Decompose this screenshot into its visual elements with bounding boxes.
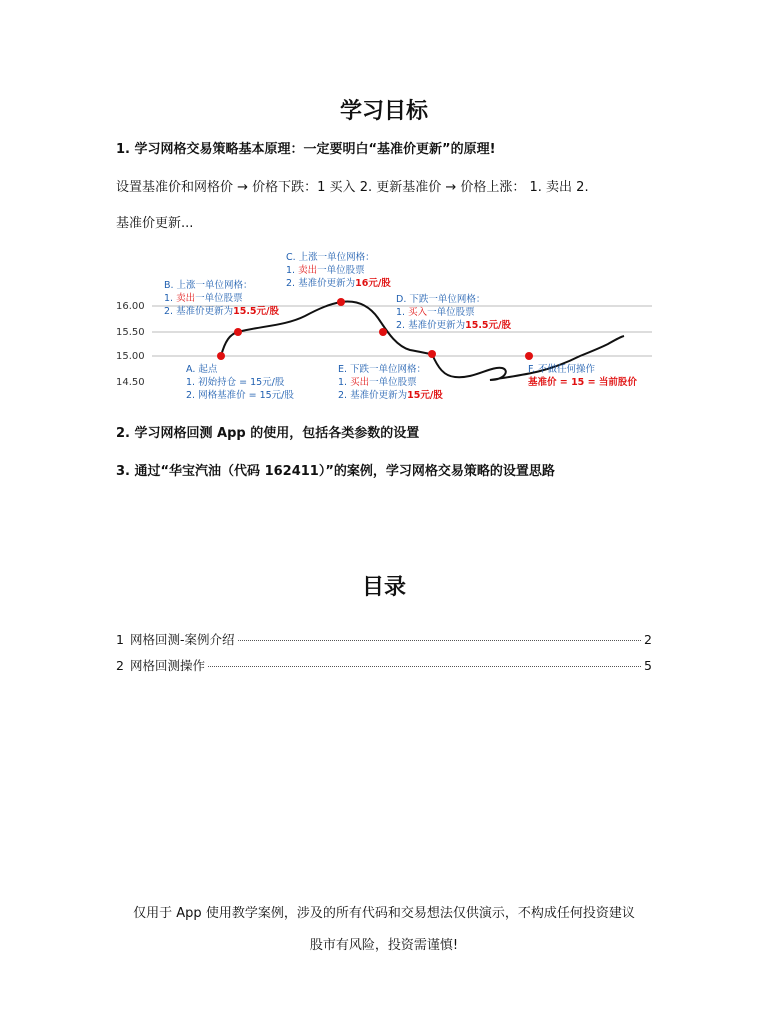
annotation-a-title: A. 起点 [186,364,218,375]
annotation-e-l2a: 2. 基准价更新为 [338,390,408,401]
annotation-b-l1b: 卖出 [176,293,196,304]
toc-entry-page: 5 [644,658,652,673]
point-f-marker [525,352,533,360]
toc-entry-number: 1 [116,632,124,647]
annotation-e [338,363,443,401]
point-a-marker [217,352,225,360]
annotation-c [286,251,391,289]
svg-text:2. 基准价更新为15.5元/股 [164,305,280,317]
annotation-c-l2a: 2. 基准价更新为 [286,278,356,289]
annotation-d-l2a: 2. 基准价更新为 [396,320,466,331]
annotation-b [164,279,280,317]
annotation-d-l2b: 15.5元/股 [465,320,512,331]
goal-2: 2. 学习网格回测 App 的使用，包括各类参数的设置 [116,426,420,441]
annotation-d-l1c: 一单位股票 [427,307,475,318]
point-b-marker [234,328,242,336]
toc-entry-title: 网格回测-案例介绍 [130,632,235,647]
toc-entry-1[interactable] [116,630,652,648]
annotation-f-title: F. 不做任何操作 [528,364,595,375]
svg-text:2. 基准价更新为15元/股 [338,389,443,401]
annotation-a-l2: 2. 网格基准价 = 15元/股 [186,390,294,401]
svg-text:1. 买出一单位股票 [338,376,417,388]
annotation-b-title: B. 上涨一单位网格： [164,280,253,291]
annotation-c-l1b: 卖出 [298,265,318,276]
goal-1: 1. 学习网格交易策略基本原理：一定要明白“基准价更新”的原理! [116,142,496,157]
grid-strategy-diagram [110,246,670,410]
annotation-f-l1: 基准价 = 15 = 当前股价 [528,377,637,388]
point-c-marker [337,298,345,306]
goal-1-desc-line2: 基准价更新... [116,216,194,231]
point-e-marker [428,350,436,358]
annotation-d-title: D. 下跌一单位网格： [396,294,486,305]
annotation-e-title: E. 下跌一单位网格： [338,364,427,375]
toc-entry-title: 网格回测操作 [130,658,206,673]
annotation-d [396,293,512,331]
toc-entry-number: 2 [116,658,124,673]
y-label-15-5: 15.50 [116,327,145,338]
goal-1-desc-line1: 设置基准价和网格价 → 价格下跌：1 买入 2. 更新基准价 → 价格上涨： 1. 卖出 2. [116,180,589,195]
point-d-marker [379,328,387,336]
disclaimer-line-2: 股市有风险，投资需谨慎! [309,938,459,953]
y-label-15: 15.00 [116,351,145,362]
annotation-e-l1a: 1. [338,377,351,388]
annotation-e-l1b: 买出 [350,377,370,388]
annotation-a [186,363,294,401]
annotation-f [528,363,637,388]
toc-leader-dots [238,640,641,641]
annotation-c-l1c: 一单位股票 [317,265,365,276]
toc-title: 目录 [361,575,406,600]
annotation-b-l1a: 1. [164,293,177,304]
svg-text:1. 卖出一单位股票 [286,264,365,276]
disclaimer-line-1: 仅用于 App 使用教学案例，涉及的所有代码和交易想法仅供演示，不构成任何投资建议 [133,906,635,921]
annotation-b-l2b: 15.5元/股 [233,306,280,317]
svg-text:1. 卖出一单位股票 [164,292,243,304]
annotation-e-l1c: 一单位股票 [369,377,417,388]
page-title: 学习目标 [339,99,428,124]
annotation-d-l1a: 1. [396,307,409,318]
annotation-c-l2b: 16元/股 [355,278,391,289]
toc-entry-page: 2 [644,632,652,647]
svg-text:2. 基准价更新为15.5元/股 [396,319,512,331]
annotation-b-l1c: 一单位股票 [195,293,243,304]
annotation-b-l2a: 2. 基准价更新为 [164,306,234,317]
svg-text:1. 买入一单位股票 [396,306,475,318]
toc-leader-dots [208,666,641,667]
toc-entry-2[interactable] [116,656,652,674]
annotation-e-l2b: 15元/股 [407,390,443,401]
annotation-a-l1: 1. 初始持仓 = 15元/股 [186,377,285,388]
annotation-c-title: C. 上涨一单位网格： [286,252,375,263]
annotation-d-l1b: 买入 [408,307,428,318]
svg-text:2. 基准价更新为16元/股 [286,277,391,289]
goal-3: 3. 通过“华宝汽油（代码 162411）”的案例，学习网格交易策略的设置思路 [116,464,555,479]
y-label-14-5: 14.50 [116,377,145,388]
y-label-16: 16.00 [116,301,145,312]
annotation-c-l1a: 1. [286,265,299,276]
